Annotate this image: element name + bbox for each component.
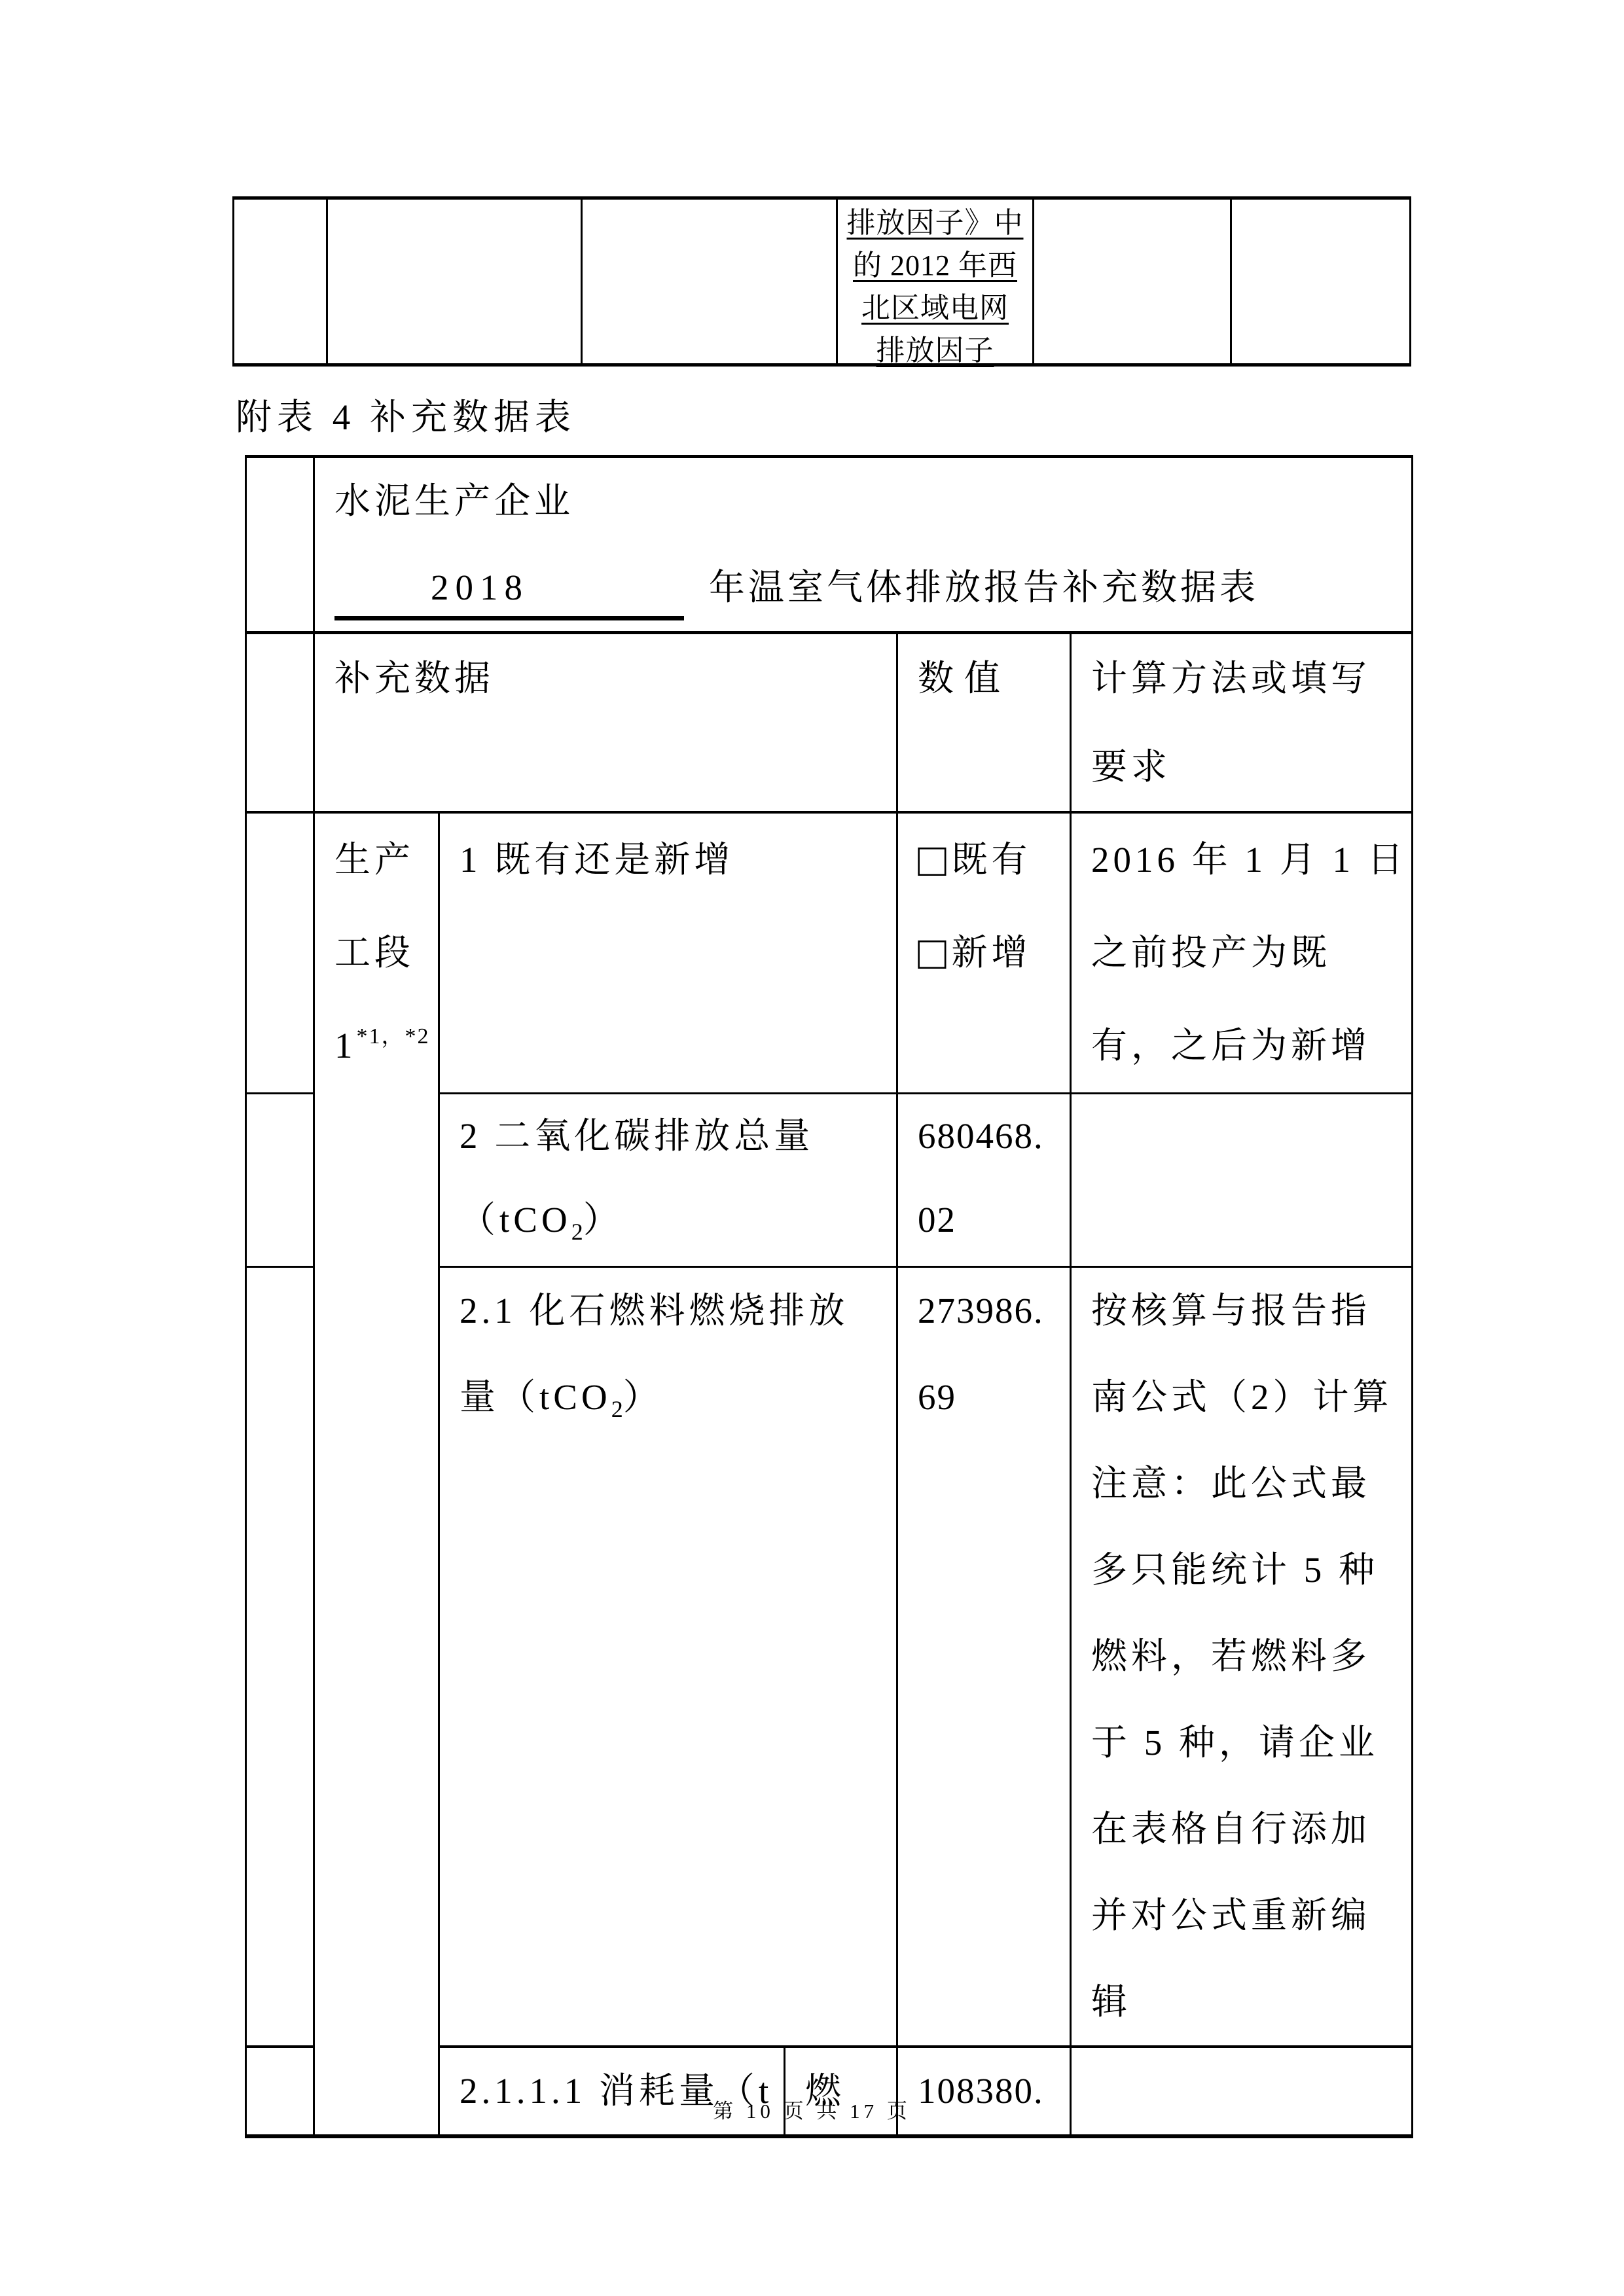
- row-consumption-fuel-cell: 燃: [785, 2047, 897, 2136]
- checkbox-icon[interactable]: □: [918, 834, 947, 886]
- table-title-cell: [314, 457, 1413, 633]
- company-type-label: 水泥生产企业: [334, 481, 575, 521]
- row-existing-or-new-item: 1 既有还是新增: [439, 812, 897, 1094]
- margin-cell: [246, 457, 314, 633]
- margin-cell: [246, 812, 314, 1094]
- emission-factor-note-line: 北区域电网: [861, 292, 1009, 324]
- report-title-text: 年温室气体排放报告补充数据表: [709, 567, 1259, 607]
- supplement-data-table: [245, 455, 1413, 2138]
- page-number-footer: 第 10 页 共 17 页: [713, 2100, 911, 2123]
- continued-table-empty-cell: [1230, 200, 1411, 363]
- row-fossil-fuel-item: 2.1 化石燃料燃烧排放 量（tCO$_2$）: [439, 1267, 897, 2047]
- row-consumption-value: 108380.: [897, 2047, 1071, 2136]
- row-existing-or-new-value: [897, 812, 1071, 1094]
- report-title-line: [334, 545, 1403, 631]
- margin-cell: [246, 1267, 314, 2047]
- row-total-co2-item: 2 二氧化碳排放总量 （tCO$_2$）: [439, 1094, 897, 1267]
- unit-tco2: 量（tCO$_2$）: [460, 1377, 663, 1422]
- emission-factor-note-cell: [836, 200, 1032, 367]
- row-fossil-fuel-method: 按核算与报告指 南公式（2）计算 注意：此公式最 多只能统计 5 种 燃料，若燃料多 于 5 种，请企业 在表格自行添加 并对公式重新编 辑: [1071, 1267, 1413, 2047]
- checkbox-icon[interactable]: □: [918, 927, 947, 979]
- emission-factor-note-line: 排放因子》中: [846, 207, 1024, 239]
- group-label-production-section: 生产 工段 $1^{*1,*2}$: [314, 812, 439, 2136]
- continued-table-fragment: [232, 196, 1411, 367]
- header-value: 数值: [897, 633, 1071, 813]
- row-existing-or-new-method: 2016 年 1 月 1 日 之前投产为既 有，之后为新增: [1071, 812, 1413, 1094]
- subscript-2: 2: [611, 1396, 623, 1422]
- continued-table-empty-cell: [232, 200, 326, 363]
- emission-factor-note-line: 排放因子: [876, 334, 994, 367]
- checkbox-new-label: 新增: [951, 933, 1032, 973]
- checkbox-existing[interactable]: [918, 814, 1062, 906]
- row-total-co2-value: 680468. 02: [897, 1094, 1071, 1267]
- year-fill-in-field[interactable]: [334, 555, 684, 620]
- row-fossil-fuel-value: 273986. 69: [897, 1267, 1071, 2047]
- year-value: 2018: [431, 567, 529, 607]
- header-method: 计算方法或填写 要求: [1071, 633, 1413, 813]
- margin-cell: [246, 1094, 314, 1267]
- subscript-2: 2: [571, 1219, 583, 1245]
- continued-table-empty-cell: [326, 200, 581, 363]
- margin-cell: [246, 633, 314, 813]
- row-consumption-item: 2.1.1.1 消耗量（t: [439, 2047, 785, 2136]
- attachment-title: 附表 4 补充数据表: [236, 397, 577, 437]
- row-total-co2-method-empty: [1071, 1094, 1413, 1267]
- continued-table-empty-cell: [581, 200, 836, 363]
- checkbox-new[interactable]: [918, 906, 1062, 999]
- footnote-superscript: *1，*2: [356, 1024, 430, 1049]
- header-supplement-data: 补充数据: [314, 633, 897, 813]
- checkbox-existing-label: 既有: [951, 840, 1032, 880]
- continued-table-empty-cell: [1032, 200, 1230, 363]
- group-label-number: $1^{*1,*2}$: [334, 1024, 430, 1066]
- unit-tco2: （tCO$_2$）: [460, 1200, 623, 1245]
- emission-factor-note-line: 的 2012 年西: [853, 249, 1017, 281]
